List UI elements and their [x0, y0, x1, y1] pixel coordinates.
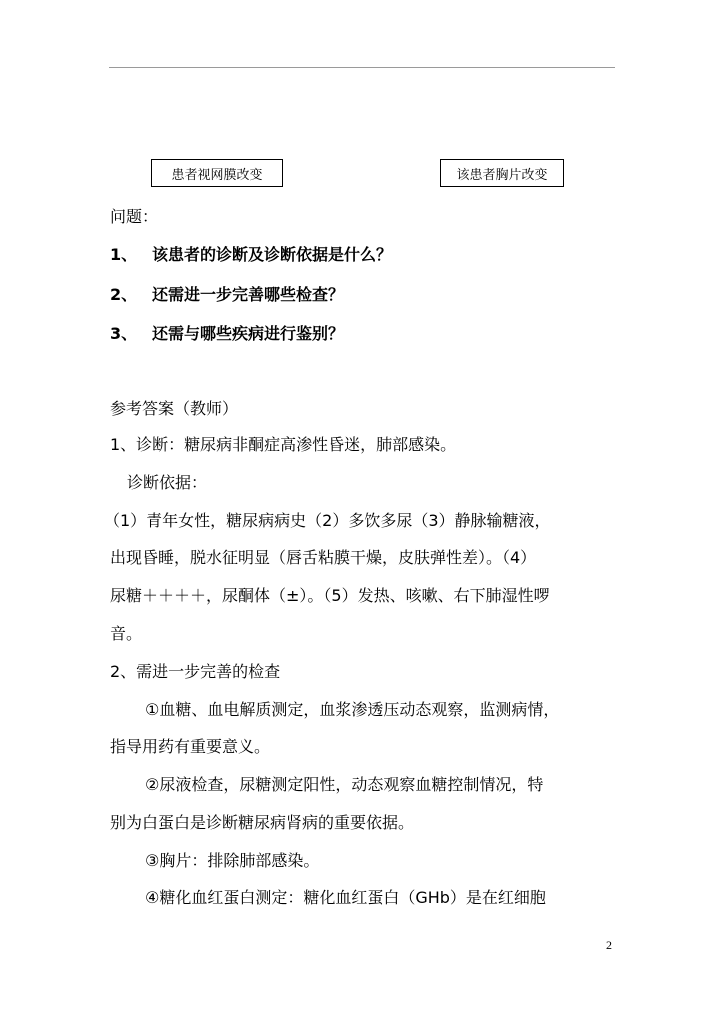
exam-heading: 2、需进一步完善的检查	[110, 662, 281, 681]
exam-item-3: ③胸片：排除肺部感染。	[145, 851, 320, 870]
question-item-2	[110, 285, 344, 305]
caption-retina-text: 患者视网膜改变	[171, 167, 263, 183]
caption-chest-xray-image	[440, 159, 564, 187]
question-number: 1、	[110, 245, 138, 264]
header-rule	[109, 67, 615, 68]
answers-heading: 参考答案（教师）	[110, 399, 239, 418]
exam-item-2-line-2: 别为白蛋白是诊断糖尿病肾病的重要依据。	[110, 813, 415, 832]
exam-item-1-line-2: 指导用药有重要意义。	[110, 737, 271, 756]
questions-heading: 问题：	[110, 207, 159, 226]
caption-chest-xray-text: 该患者胸片改变	[456, 167, 548, 183]
question-text: 还需与哪些疾病进行鉴别？	[152, 324, 345, 343]
basis-line-3: 尿糖＋＋＋＋，尿酮体（±）。（5）发热、咳嗽、右下肺湿性啰	[110, 586, 550, 605]
basis-line-4: 音。	[110, 624, 143, 643]
basis-line-2: 出现昏睡，脱水征明显（唇舌粘膜干燥，皮肤弹性差）。（4）	[110, 548, 537, 567]
page-number: 2	[606, 938, 612, 952]
question-number: 3、	[110, 324, 138, 343]
exam-item-1-line-1: ①血糖、血电解质测定，血浆渗透压动态观察，监测病情，	[145, 700, 560, 719]
question-item-1	[110, 245, 392, 265]
question-item-3	[110, 324, 344, 344]
basis-line-1: （1）青年女性，糖尿病病史（2）多饮多尿（3）静脉输糖液，	[104, 511, 551, 530]
basis-label: 诊断依据：	[127, 473, 208, 492]
exam-item-4: ④糖化血红蛋白测定：糖化血红蛋白（GHb）是在红细胞	[145, 888, 546, 907]
caption-retina-image	[151, 159, 283, 187]
diagnosis-line: 1、诊断：糖尿病非酮症高渗性昏迷，肺部感染。	[110, 435, 457, 454]
question-text: 该患者的诊断及诊断依据是什么？	[152, 245, 393, 264]
question-text: 还需进一步完善哪些检查？	[152, 285, 345, 304]
exam-item-2-line-1: ②尿液检查，尿糖测定阳性，动态观察血糖控制情况，特	[145, 775, 544, 794]
question-number: 2、	[110, 285, 138, 304]
